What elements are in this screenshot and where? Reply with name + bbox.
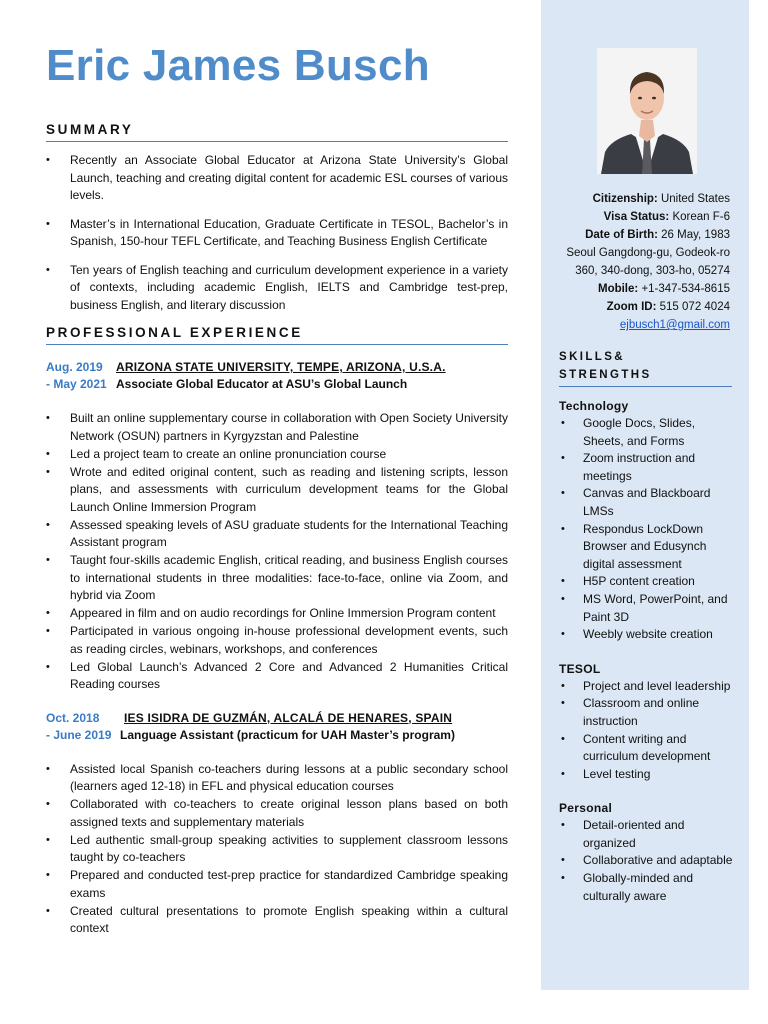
duty-item: • Assisted local Spanish co-teachers during lessons at a public secondary school (learners aged 12-18) in EFL and physical education courses xyxy=(46,761,508,796)
resume-name: Eric James Busch xyxy=(46,41,430,90)
skill-item: • Weebly website creation xyxy=(559,626,737,644)
duty-item: • Assessed speaking levels of ASU graduate students for the International Teaching Assistant program xyxy=(46,517,508,552)
address-line2: 360, 340-dong, 303-ho, 05274 xyxy=(575,265,730,277)
duty-item: • Led a project team to create an online pronunciation course xyxy=(46,446,508,464)
email-link[interactable]: ejbusch1@gmail.com xyxy=(619,319,730,331)
skill-item: • Collaborative and adaptable xyxy=(559,852,737,870)
dob-row: Date of Birth: 26 May, 1983 xyxy=(585,229,730,241)
mobile-row: Mobile: +1-347-534-8615 xyxy=(597,283,730,295)
job-role: Language Assistant (practicum for UAH Master’s program) xyxy=(120,727,455,742)
duty-item: • Wrote and edited original content, such as reading and listening scripts, lesson plans, and assessments with curriculum development teams for the Global Launch Online Immersion Program xyxy=(46,464,508,517)
job-organization: ARIZONA STATE UNIVERSITY, TEMPE, ARIZONA, U.S.A. xyxy=(116,360,446,374)
skill-item: • Globally-minded and culturally aware xyxy=(559,870,737,905)
summary-list xyxy=(46,152,508,314)
job-organization: IES ISIDRA DE GUZMÁN, ALCALÁ DE HENARES, SPAIN xyxy=(124,710,453,725)
skill-item: • Level testing xyxy=(559,766,737,784)
duty-item: • Led authentic small-group speaking activities to supplement classroom lessons taught by co-teachers xyxy=(46,832,508,867)
job-date-end: - June 2019 xyxy=(46,727,112,742)
skill-item: • H5P content creation xyxy=(559,573,737,591)
skill-item: • Content writing and curriculum development xyxy=(559,731,737,766)
duty-item: • Taught four-skills academic English, critical reading, and business English courses to international students in three modalities: face-to-face, online via Zoom, and hybrid via Zoom xyxy=(46,552,508,605)
main-content xyxy=(46,40,508,938)
portrait-icon xyxy=(597,48,697,174)
sidebar xyxy=(541,0,749,990)
skill-item: • Zoom instruction and meetings xyxy=(559,450,737,485)
job-duties xyxy=(46,410,508,694)
duty-item: • Built an online supplementary course in collaboration with Open Society University Network (OSUN) partners in Kyrgyzstan and Palestine xyxy=(46,410,508,445)
visa-row: Visa Status: Korean F-6 xyxy=(603,211,730,223)
duty-item: • Collaborated with co-teachers to create original lesson plans based on both assigned texts and supplementary materials xyxy=(46,796,508,831)
summary-item: • Ten years of English teaching and curriculum development experience in a variety of contexts, including academic English, IELTS and Cambridge test-prep, business English, and literary discussion xyxy=(46,262,508,315)
job-ies xyxy=(46,710,508,938)
citizenship-row: Citizenship: United States xyxy=(592,193,730,205)
summary-heading: SUMMARY xyxy=(46,122,508,142)
duty-item: • Created cultural presentations to promote English speaking within a cultural context xyxy=(46,903,508,938)
skills-list xyxy=(559,398,737,905)
skill-category-title: Personal xyxy=(559,801,613,816)
duty-item: • Participated in various ongoing in-house professional development events, such as reading circles, webinars, workshops, and conferences xyxy=(46,623,508,658)
job-date-start: Aug. 2019 xyxy=(46,360,103,374)
address-line1: Seoul Gangdong-gu, Godeok-ro xyxy=(566,247,730,259)
job-role: Associate Global Educator at ASU’s Global Launch xyxy=(116,377,408,391)
skill-item: • Detail-oriented and organized xyxy=(559,817,737,852)
duty-item: • Prepared and conducted test-prep practice for standardized Cambridge speaking exams xyxy=(46,867,508,902)
job-duties xyxy=(46,761,508,938)
skill-category-title: TESOL xyxy=(559,661,601,676)
summary-item: • Master’s in International Education, Graduate Certificate in TESOL, Bachelor’s in Spanish, 150-hour TEFL Certificate, and Teaching Business English Certificate xyxy=(46,216,508,251)
job-date-end: - May 2021 xyxy=(46,377,107,391)
zoom-row: Zoom ID: 515 072 4024 xyxy=(606,301,730,313)
skill-item: • Respondus LockDown Browser and Edusynch digital assessment xyxy=(559,521,737,574)
skill-item: • MS Word, PowerPoint, and Paint 3D xyxy=(559,591,737,626)
skill-item: • Project and level leadership xyxy=(559,678,737,696)
skill-category-technology xyxy=(559,398,737,644)
skill-category-personal xyxy=(559,800,737,905)
skill-item: • Classroom and online instruction xyxy=(559,695,737,730)
duty-item: • Appeared in film and on audio recordings for Online Immersion Program content xyxy=(46,605,508,623)
skill-category-title: Technology xyxy=(559,399,629,413)
job-date-start: Oct. 2018 xyxy=(46,710,100,725)
summary-item: • Recently an Associate Global Educator at Arizona State University’s Global Launch, teaching and creating digital content for academic ESL courses of various levels. xyxy=(46,152,508,205)
profile-photo xyxy=(597,48,697,174)
experience-heading: PROFESSIONAL EXPERIENCE xyxy=(46,325,508,345)
contact-info xyxy=(551,190,730,334)
skill-item: • Google Docs, Slides, Sheets, and Forms xyxy=(559,415,737,450)
skill-item: • Canvas and Blackboard LMSs xyxy=(559,485,737,520)
skill-category-tesol xyxy=(559,661,737,784)
job-asu xyxy=(46,359,508,694)
duty-item: • Led Global Launch’s Advanced 2 Core and Advanced 2 Humanities Critical Reading courses xyxy=(46,659,508,694)
skills-heading: SKILLS& STRENGTHS xyxy=(559,348,732,387)
